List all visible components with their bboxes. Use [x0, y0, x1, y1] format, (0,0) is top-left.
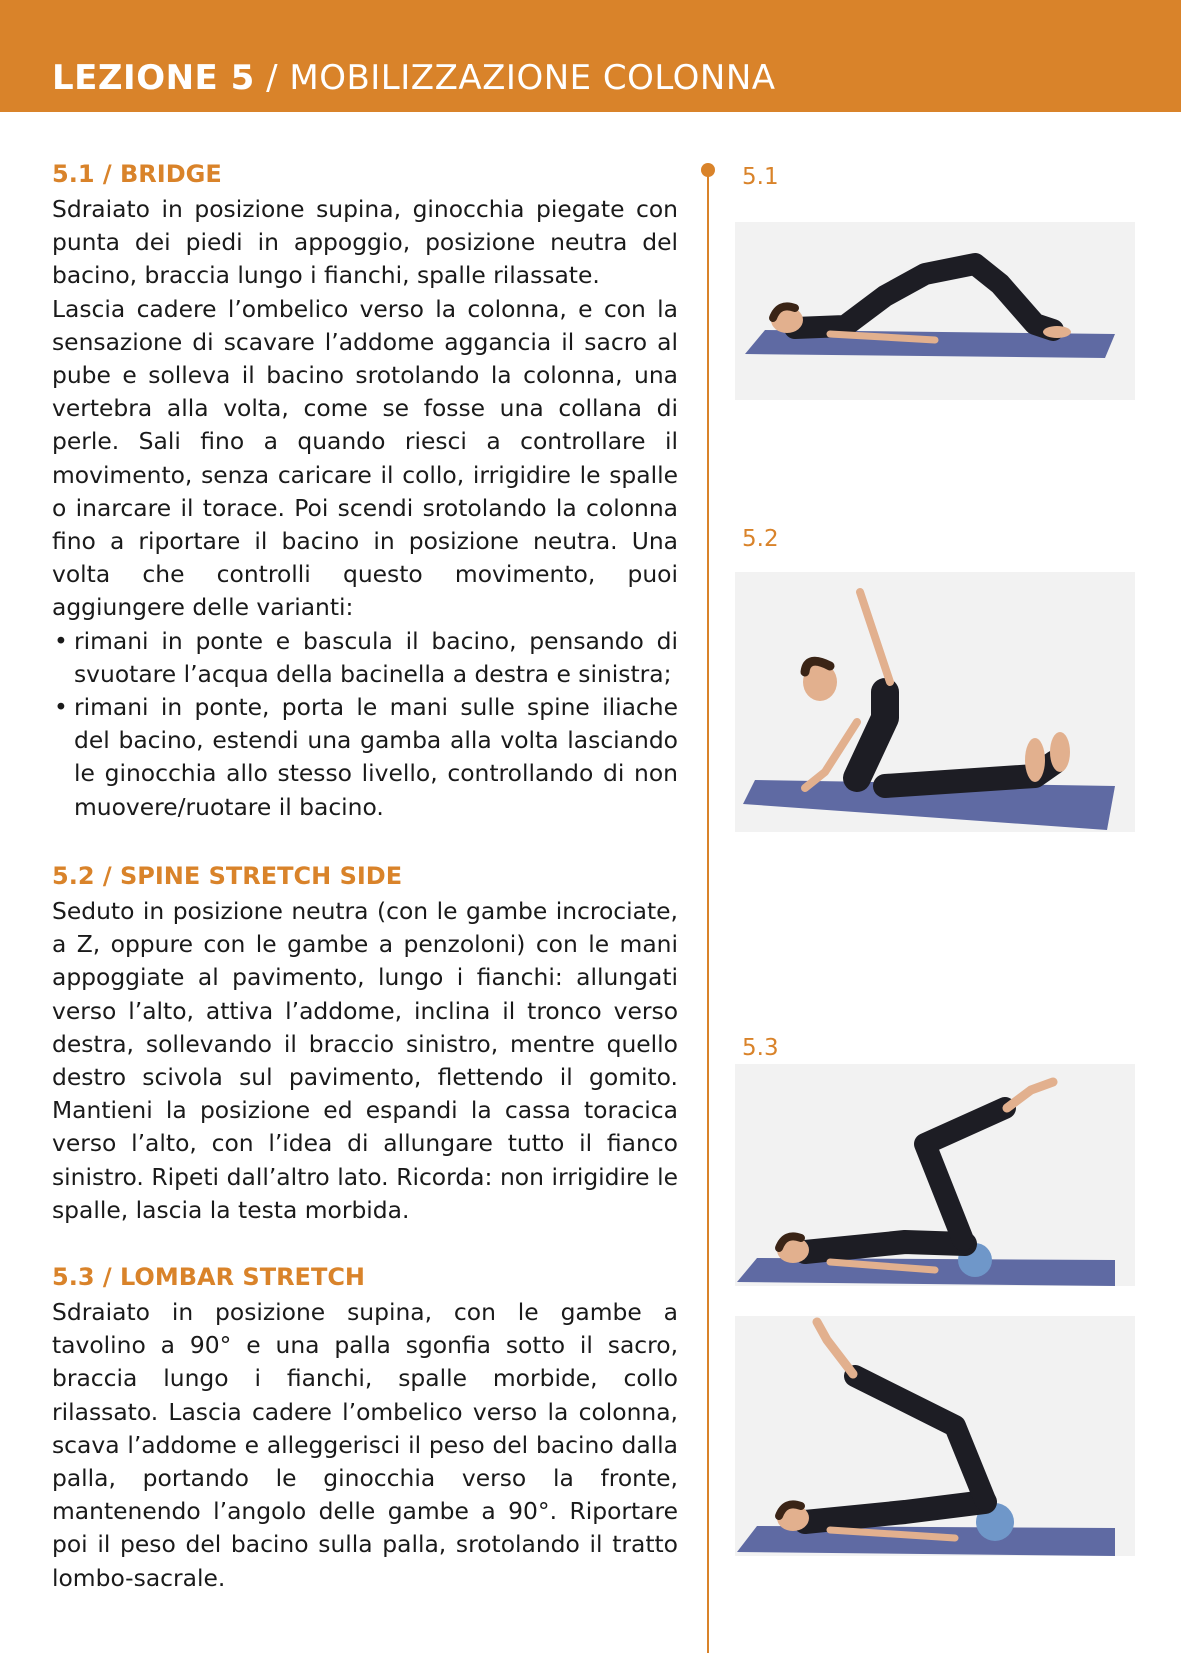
- figure-label-5-3: 5.3: [742, 1035, 779, 1061]
- lesson-number: LEZIONE 5: [52, 58, 255, 98]
- figure-body: [805, 1242, 965, 1252]
- figure-label-5-1: 5.1: [742, 164, 779, 190]
- title-separator: /: [254, 58, 290, 98]
- figure-body: [805, 1502, 985, 1522]
- header-bar: [0, 0, 1181, 112]
- section-title-bridge: 5.1 / BRIDGE: [52, 160, 222, 188]
- paragraph: Sdraiato in posizione supina, con le gambe a tavolino a 90° e una palla sgonfia sotto il sacro, braccia lungo i fianchi, spalle morbide, collo rilassato. Lascia cadere l’ombelico verso la colonna, scava l’addome e alleggerisci il peso del bacino dalla palla, portando le ginocchia verso la fronte, mantenendo l’angolo delle gambe a 90°. Riportare poi il peso del bacino sulla palla, srotolando il tratto lombo-sacrale.: [52, 1298, 678, 1592]
- figure-body: [795, 264, 1053, 330]
- paragraph: Lascia cadere l’ombelico verso la colonna, e con la sensazione di scavare l’addome aggancia il sacro al pube e solleva il bacino srotolando la colonna, una vertebra alla volta, come se fosse una collana di perle. Sali fino a quando riesci a controllare il movimento, senza caricare il collo, irrigidire le spalle o inarcare il torace. Poi scendi srotolando la colonna fino a riportare il bacino in posizione neutra. Una volta che controlli questo movimento, puoi aggiungere delle varianti:: [52, 294, 678, 622]
- section-body-lombar-stretch: [52, 1296, 678, 1595]
- section-body-bridge: [52, 193, 678, 824]
- paragraph: Sdraiato in posizione supina, ginocchia piegate con punta dei piedi in appoggio, posizione neutra del bacino, braccia lungo i fianchi, spalle rilassate.: [52, 195, 678, 290]
- page-title: [52, 58, 776, 98]
- spine-stretch-side-photo: [735, 572, 1135, 832]
- timeline-line: [707, 170, 709, 1653]
- list-item: • rimani in ponte e bascula il bacino, pensando di svuotare l’acqua della bacinella a destra e sinistra;: [52, 625, 678, 691]
- figure-legs: [925, 1108, 1005, 1240]
- figure-label-5-2: 5.2: [742, 526, 779, 552]
- section-body-spine-stretch-side: [52, 895, 678, 1227]
- figure-arm-raised: [860, 592, 890, 682]
- variant-list: [52, 625, 678, 824]
- bridge-photo: [735, 222, 1135, 400]
- lombar-stretch-photo-2: [735, 1316, 1135, 1556]
- figure-body: [857, 692, 885, 778]
- lesson-topic: MOBILIZZAZIONE COLONNA: [289, 58, 776, 98]
- list-item: • rimani in ponte, porta le mani sulle spine iliache del bacino, estendi una gamba alla volta lasciando le ginocchia allo stesso livello, controllando di non muovere/ruotare il bacino.: [52, 691, 678, 824]
- figure-legs: [855, 1376, 985, 1500]
- section-title-lombar-stretch: 5.3 / LOMBAR STRETCH: [52, 1263, 366, 1291]
- timeline-dot: [701, 163, 715, 177]
- section-title-spine-stretch-side: 5.2 / SPINE STRETCH SIDE: [52, 862, 403, 890]
- lombar-stretch-photo-1: [735, 1064, 1135, 1286]
- paragraph: Seduto in posizione neutra (con le gambe incrociate, a Z, oppure con le gambe a penzoloni) con le mani appoggiate al pavimento, lungo i fianchi: allungati verso l’alto, attiva l’addome, inclina il tronco verso destra, sollevando il braccio sinistro, mentre quello destro scivola sul pavimento, flettendo il gomito. Mantieni la posizione ed espandi la cassa toracica verso l’alto, con l’idea di allungare tutto il fianco sinistro. Ripeti dall’altro lato. Ricorda: non irrigidire le spalle, lascia la testa morbida.: [52, 897, 678, 1224]
